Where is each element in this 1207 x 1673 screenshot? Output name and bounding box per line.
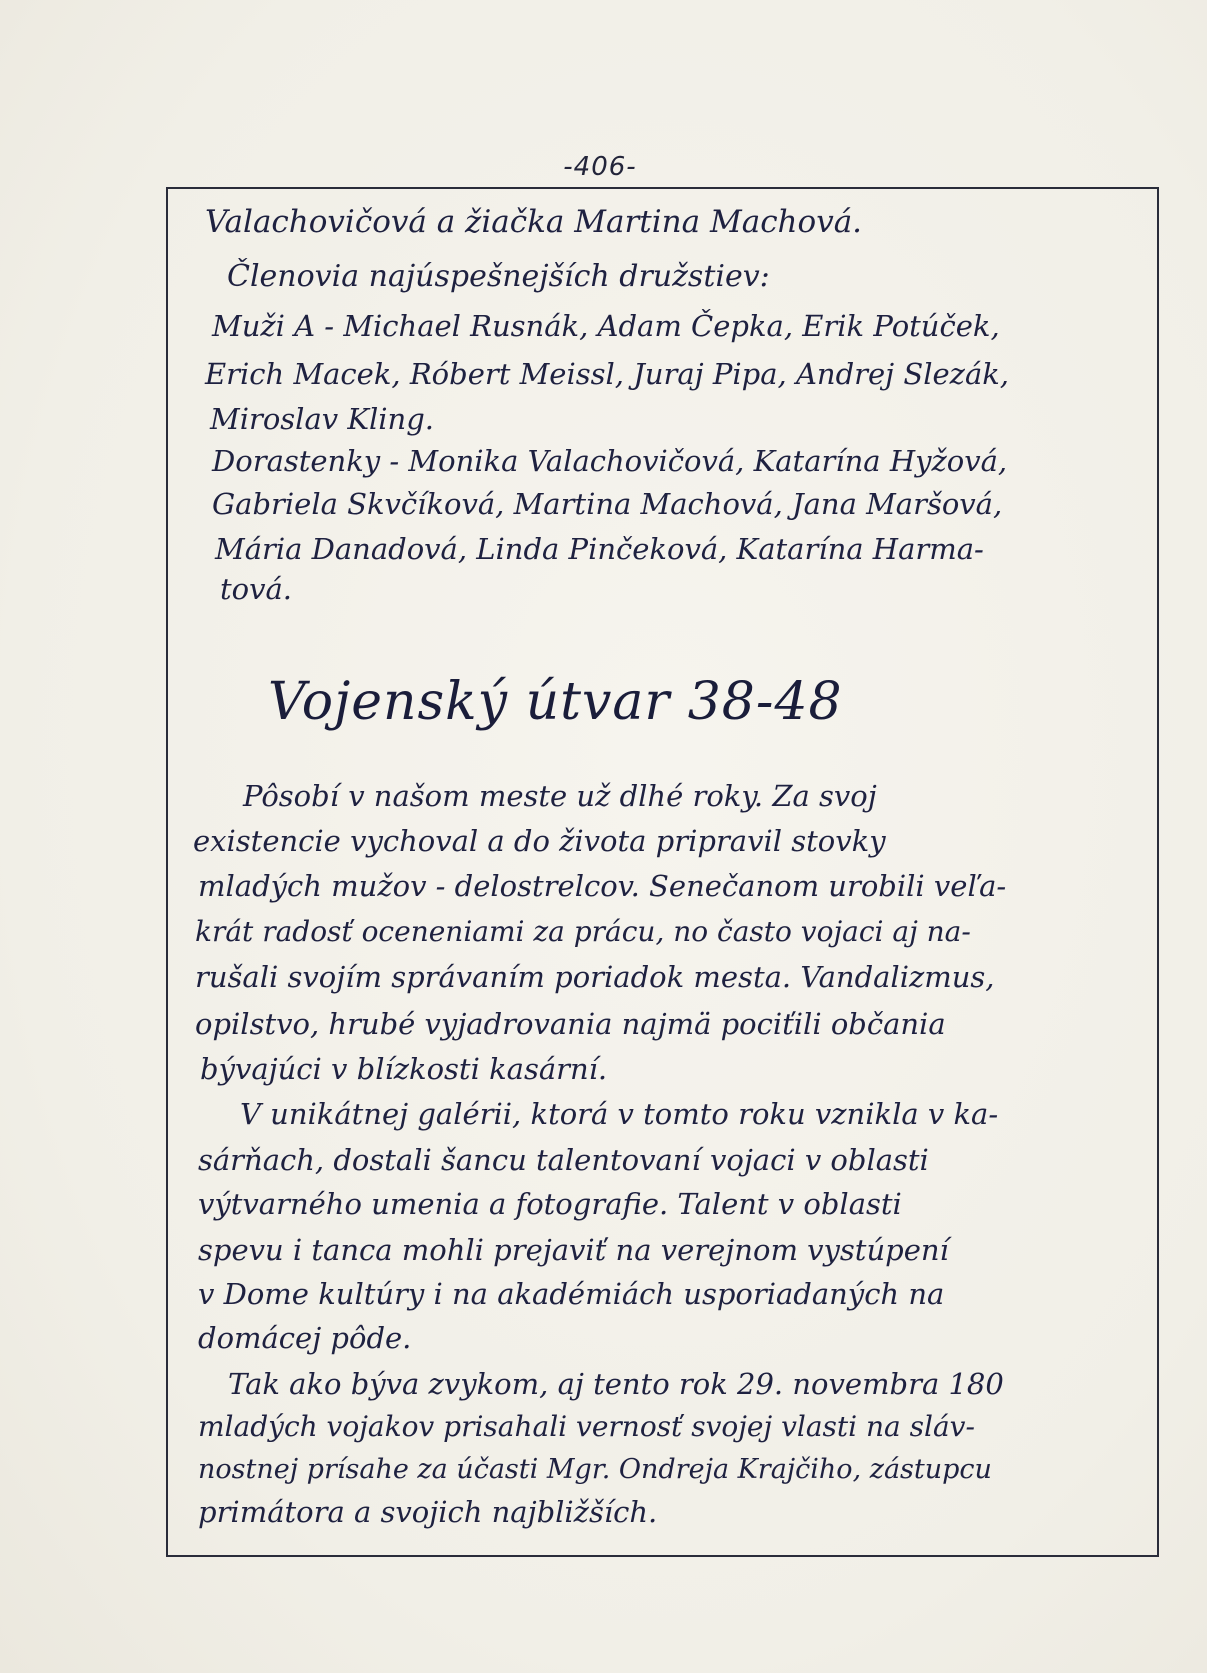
handwritten-line: Dorastenky - Monika Valachovičová, Katarína Hyžová, — [212, 444, 1008, 478]
handwritten-line: mladých vojakov prisahali vernosť svojej vlasti na sláv- — [198, 1410, 975, 1443]
handwritten-line: v Dome kultúry i na akadémiách usporiadaných na — [198, 1277, 945, 1311]
handwritten-line: domácej pôde. — [198, 1321, 412, 1355]
section-heading: Vojenský útvar 38-48 — [268, 672, 843, 732]
handwritten-line: tová. — [220, 572, 293, 606]
handwritten-line: nostnej prísahe za účasti Mgr. Ondreja Krajčiho, zástupcu — [198, 1454, 992, 1485]
handwritten-line: spevu i tanca mohli prejaviť na verejnom vystúpení — [198, 1233, 949, 1267]
handwritten-line: sárňach, dostali šancu talentovaní vojaci v oblasti — [198, 1143, 929, 1177]
handwritten-line: Gabriela Skvčíková, Martina Machová, Jana Maršová, — [212, 487, 1003, 521]
handwritten-line: Mária Danadová, Linda Pinčeková, Katarína Harma- — [215, 532, 984, 566]
handwritten-line: Členovia najúspešnejších družstiev: — [227, 259, 770, 294]
handwritten-line: Pôsobí v našom meste už dlhé roky. Za svoj — [243, 779, 877, 813]
handwritten-line: mladých mužov - delostrelcov. Senečanom urobili veľa- — [198, 869, 1007, 903]
handwritten-line: V unikátnej galérii, ktorá v tomto roku vznikla v ka- — [240, 1097, 999, 1131]
handwritten-line: Miroslav Kling. — [210, 402, 435, 436]
handwritten-line: výtvarného umenia a fotografie. Talent v oblasti — [198, 1187, 902, 1221]
handwritten-line: Valachovičová a žiačka Martina Machová. — [205, 204, 863, 240]
handwritten-line: rušali svojím správaním poriadok mesta. Vandalizmus, — [195, 960, 995, 994]
handwritten-line: Tak ako býva zvykom, aj tento rok 29. novembra 180 — [228, 1367, 1004, 1401]
handwritten-line: existencie vychoval a do života pripravil stovky — [193, 824, 886, 858]
handwritten-line: opilstvo, hrubé vyjadrovania najmä pociťili občania — [195, 1007, 946, 1041]
handwritten-line: krát radosť oceneniami za prácu, no často vojaci aj na- — [195, 915, 971, 948]
page-number: -406- — [563, 152, 637, 182]
handwritten-line: Muži A - Michael Rusnák, Adam Čepka, Erik Potúček, — [212, 309, 1000, 343]
handwritten-line: bývajúci v blízkosti kasární. — [200, 1052, 608, 1086]
handwritten-line: Erich Macek, Róbert Meissl, Juraj Pipa, Andrej Slezák, — [205, 357, 1010, 391]
handwritten-line: primátora a svojich najbližších. — [198, 1495, 658, 1529]
